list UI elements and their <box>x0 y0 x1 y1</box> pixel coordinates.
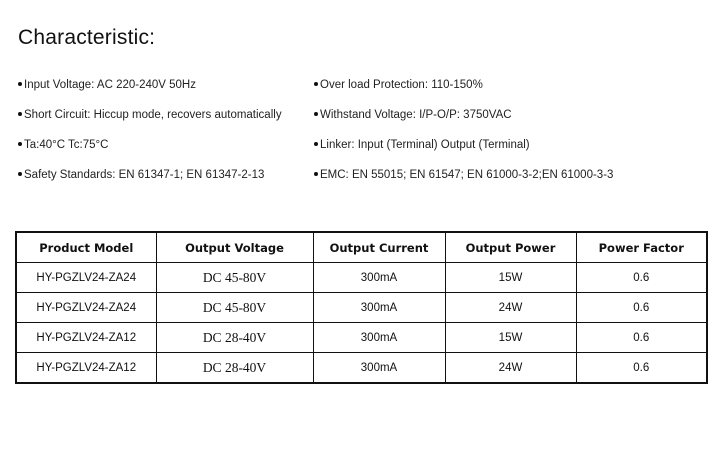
cell-power-factor: 0.6 <box>576 293 707 323</box>
spec-text: Linker: Input (Terminal) Output (Terminal) <box>320 139 530 151</box>
spec-text: Over load Protection: 110-150% <box>320 79 483 91</box>
column-header-output-voltage: Output Voltage <box>156 232 313 263</box>
bullet-icon <box>18 112 22 116</box>
cell-output-current: 300mA <box>313 353 445 384</box>
cell-product-model: HY-PGZLV24-ZA12 <box>16 323 156 353</box>
spec-row <box>18 70 708 100</box>
spec-item <box>18 79 314 91</box>
table-row <box>16 353 707 384</box>
cell-product-model: HY-PGZLV24-ZA24 <box>16 263 156 293</box>
spec-item <box>314 79 483 91</box>
spec-text: EMC: EN 55015; EN 61547; EN 61000-3-2;EN 61000-3-3 <box>320 169 614 181</box>
cell-product-model: HY-PGZLV24-ZA12 <box>16 353 156 384</box>
spec-item <box>314 139 530 151</box>
cell-output-current: 300mA <box>313 293 445 323</box>
cell-output-voltage: DC 45-80V <box>156 293 313 323</box>
characteristics-list <box>18 70 708 190</box>
spec-text: Short Circuit: Hiccup mode, recovers automatically <box>24 109 282 121</box>
bullet-icon <box>18 82 22 86</box>
column-header-output-current: Output Current <box>313 232 445 263</box>
cell-output-voltage: DC 45-80V <box>156 263 313 293</box>
spec-text: Withstand Voltage: I/P-O/P: 3750VAC <box>320 109 512 121</box>
table-header-row <box>16 232 707 263</box>
table-row <box>16 323 707 353</box>
bullet-icon <box>314 82 318 86</box>
table-row <box>16 263 707 293</box>
cell-power-factor: 0.6 <box>576 353 707 384</box>
cell-output-current: 300mA <box>313 323 445 353</box>
cell-output-power: 15W <box>445 263 576 293</box>
spec-row <box>18 130 708 160</box>
bullet-icon <box>314 172 318 176</box>
column-header-output-power: Output Power <box>445 232 576 263</box>
cell-output-power: 24W <box>445 353 576 384</box>
cell-output-power: 15W <box>445 323 576 353</box>
cell-output-voltage: DC 28-40V <box>156 353 313 384</box>
cell-output-current: 300mA <box>313 263 445 293</box>
product-table <box>15 231 708 384</box>
bullet-icon <box>314 142 318 146</box>
spec-text: Safety Standards: EN 61347-1; EN 61347-2-13 <box>24 169 265 181</box>
bullet-icon <box>18 142 22 146</box>
cell-power-factor: 0.6 <box>576 263 707 293</box>
spec-row <box>18 100 708 130</box>
spec-text: Ta:40°C Tc:75°C <box>24 139 109 151</box>
spec-text: Input Voltage: AC 220-240V 50Hz <box>24 79 196 91</box>
column-header-power-factor: Power Factor <box>576 232 707 263</box>
bullet-icon <box>18 172 22 176</box>
spec-item <box>314 109 512 121</box>
page-title: Characteristic: <box>18 26 156 49</box>
cell-output-voltage: DC 28-40V <box>156 323 313 353</box>
cell-product-model: HY-PGZLV24-ZA24 <box>16 293 156 323</box>
table-row <box>16 293 707 323</box>
cell-output-power: 24W <box>445 293 576 323</box>
spec-item <box>18 109 314 121</box>
column-header-product-model: Product Model <box>16 232 156 263</box>
spec-item <box>18 139 314 151</box>
spec-item <box>314 169 613 181</box>
spec-row <box>18 160 708 190</box>
cell-power-factor: 0.6 <box>576 323 707 353</box>
bullet-icon <box>314 112 318 116</box>
spec-item <box>18 169 314 181</box>
